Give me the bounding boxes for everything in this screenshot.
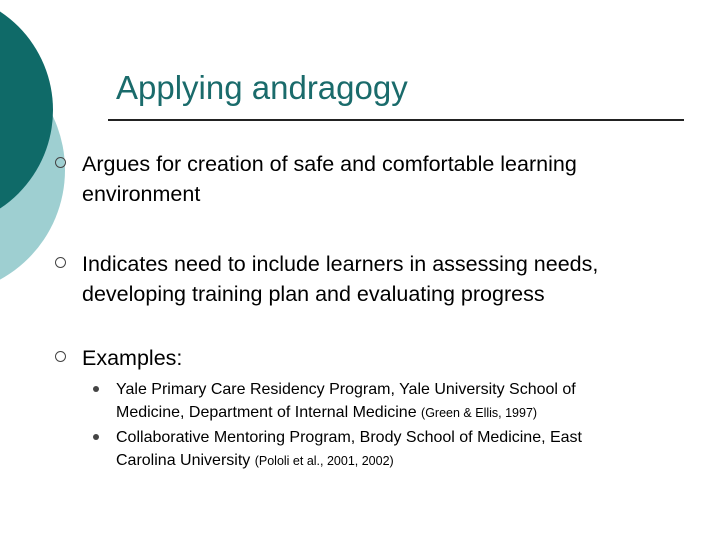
hollow-circle-bullet-icon — [55, 351, 66, 362]
filled-dot-bullet-icon — [93, 434, 99, 440]
title-underline — [108, 119, 684, 121]
bullet-text: Examples: — [82, 346, 183, 370]
citation: (Green & Ellis, 1997) — [421, 406, 538, 421]
bullet-text: Indicates need to include learners in assessing needs, developing training plan and evaluating progress — [82, 252, 599, 307]
bullet-text: Argues for creation of safe and comfortable learning environment — [82, 152, 577, 207]
hollow-circle-bullet-icon — [55, 157, 66, 168]
citation: (Pololi et al., 2001, 2002) — [254, 454, 394, 469]
hollow-circle-bullet-icon — [55, 257, 66, 268]
sub-bullet-text — [116, 378, 646, 424]
filled-dot-bullet-icon — [93, 386, 99, 392]
example-text: Yale Primary Care Residency Program, Yale University School of Medicine, Department of Internal Medicine — [116, 381, 576, 422]
example-text: Collaborative Mentoring Program, Brody School of Medicine, East Carolina University — [116, 429, 582, 470]
slide-title: Applying andragogy — [116, 69, 408, 106]
sub-bullet-text — [116, 426, 646, 472]
